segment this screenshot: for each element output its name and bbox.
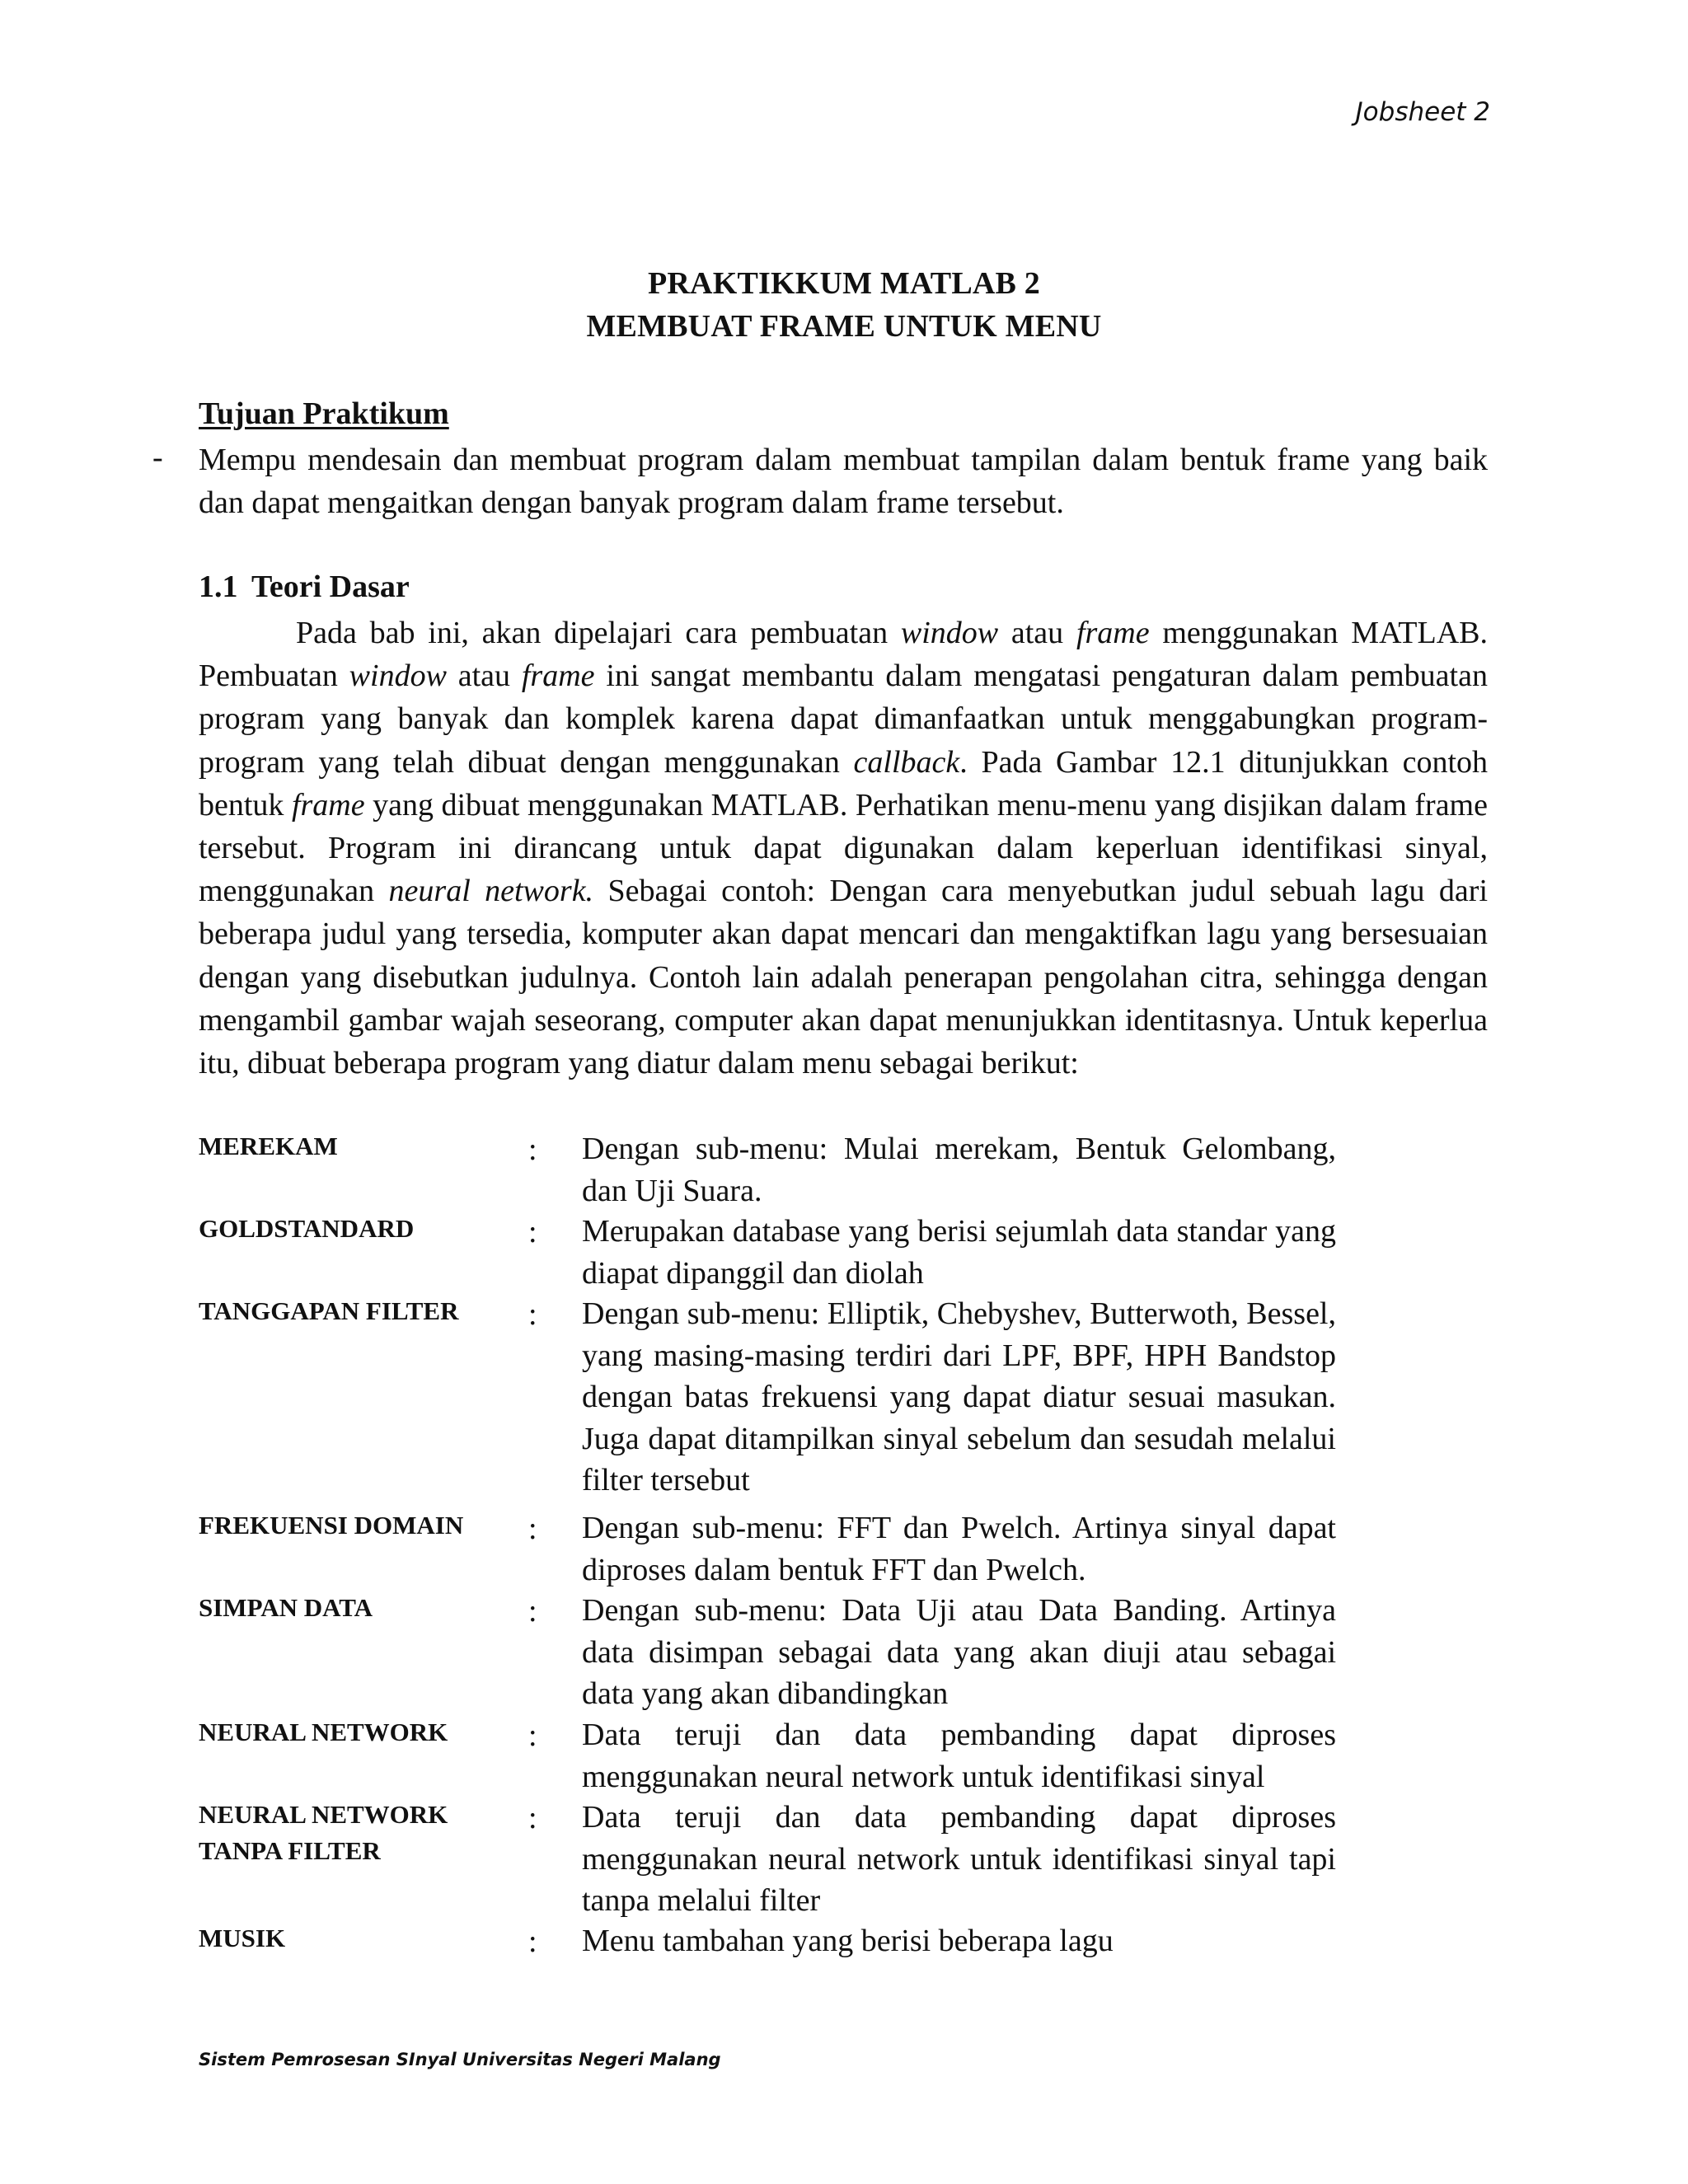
tujuan-heading: Tujuan Praktikum [199,396,449,431]
menu-term: GOLDSTANDARD [199,1214,415,1243]
menu-colon: : [528,1594,537,1629]
menu-colon: : [528,1718,537,1753]
menu-term: NEURAL NETWORK TANPA FILTER [199,1800,448,1865]
tujuan-text: Mempu mendesain dan membuat program dalam membuat tampilan dalam bentuk frame yang baik dan dapat mengaitkan dengan banyak program dalam frame tersebut. [199,443,1488,520]
document-title-line-1: PRAKTIKKUM MATLAB 2 [648,266,1040,301]
menu-desc: Dengan sub-menu: FFT dan Pwelch. Artinya sinyal dapat diproses dalam bentuk FFT dan Pwelch. [582,1511,1336,1587]
teori-heading [199,569,410,605]
menu-colon: : [528,1801,537,1835]
menu-desc: Dengan sub-menu: Data Uji atau Data Banding. Artinya data disimpan sebagai data yang akan diuji atau sebagai data yang akan dibandingkan [582,1593,1336,1711]
menu-desc: Data teruji dan data pembanding dapat diproses menggunakan neural network untuk identifikasi sinyal [582,1718,1336,1794]
menu-desc: Menu tambahan yang berisi beberapa lagu [582,1924,1114,1958]
section-title: Teori Dasar [251,569,410,604]
menu-desc: Merupakan database yang berisi sejumlah data standar yang diapat dipanggil dan diolah [582,1214,1336,1291]
section-number: 1.1 [199,569,238,604]
menu-term: MEREKAM [199,1132,338,1160]
menu-desc: Dengan sub-menu: Mulai merekam, Bentuk Gelombang, dan Uji Suara. [582,1132,1336,1208]
menu-colon: : [528,1511,537,1546]
menu-term: FREKUENSI DOMAIN [199,1511,464,1540]
menu-colon: : [528,1297,537,1332]
tujuan-bullet: - [152,440,163,475]
document-title-line-2: MEMBUAT FRAME UNTUK MENU [586,309,1102,344]
menu-colon: : [528,1132,537,1167]
page-footer: Sistem Pemrosesan SInyal Universitas Negeri Malang [199,2050,721,2069]
menu-colon: : [528,1924,537,1959]
teori-paragraph: Pada bab ini, akan dipelajari cara pembuatan window atau frame menggunakan MATLAB. Pembuatan window atau frame ini sangat membantu dalam mengatasi pengaturan dalam pembuatan program yang banyak dan komplek karena dapat dimanfaatkan untuk menggabungkan program-program yang telah dibuat dengan menggunakan callback. Pada Gambar 12.1 ditunjukkan contoh bentuk frame yang dibuat menggunakan MATLAB. Perhatikan menu-menu yang disjikan dalam frame tersebut. Program ini dirancang untuk dapat digunakan dalam keperluan identifikasi sinyal, menggunakan neural network. Sebagai contoh: Dengan cara menyebutkan judul sebuah lagu dari beberapa judul yang tersedia, komputer akan dapat mencari dan mengaktifkan lagu yang bersesuaian dengan yang disebutkan judulnya. Contoh lain adalah penerapan pengolahan citra, sehingga dengan mengambil gambar wajah seseorang, computer akan dapat menunjukkan identitasnya. Untuk keperlua itu, dibuat beberapa program yang diatur dalam menu sebagai berikut: [199,616,1489,1081]
menu-desc: Data teruji dan data pembanding dapat diproses menggunakan neural network untuk identifikasi sinyal tapi tanpa melalui filter [582,1800,1336,1918]
menu-term: TANGGAPAN FILTER [199,1296,459,1325]
menu-desc: Dengan sub-menu: Elliptik, Chebyshev, Butterwoth, Bessel, yang masing-masing terdiri dari LPF, BPF, HPH Bandstop dengan batas frekuensi yang dapat diatur sesuai masukan. Juga dapat ditampilkan sinyal sebelum dan sesudah melalui filter tersebut [582,1296,1336,1497]
menu-term: SIMPAN DATA [199,1593,373,1622]
menu-term: MUSIK [199,1924,286,1952]
menu-term: NEURAL NETWORK [199,1718,448,1746]
menu-colon: : [528,1215,537,1249]
jobsheet-label: Jobsheet 2 [1355,97,1490,127]
